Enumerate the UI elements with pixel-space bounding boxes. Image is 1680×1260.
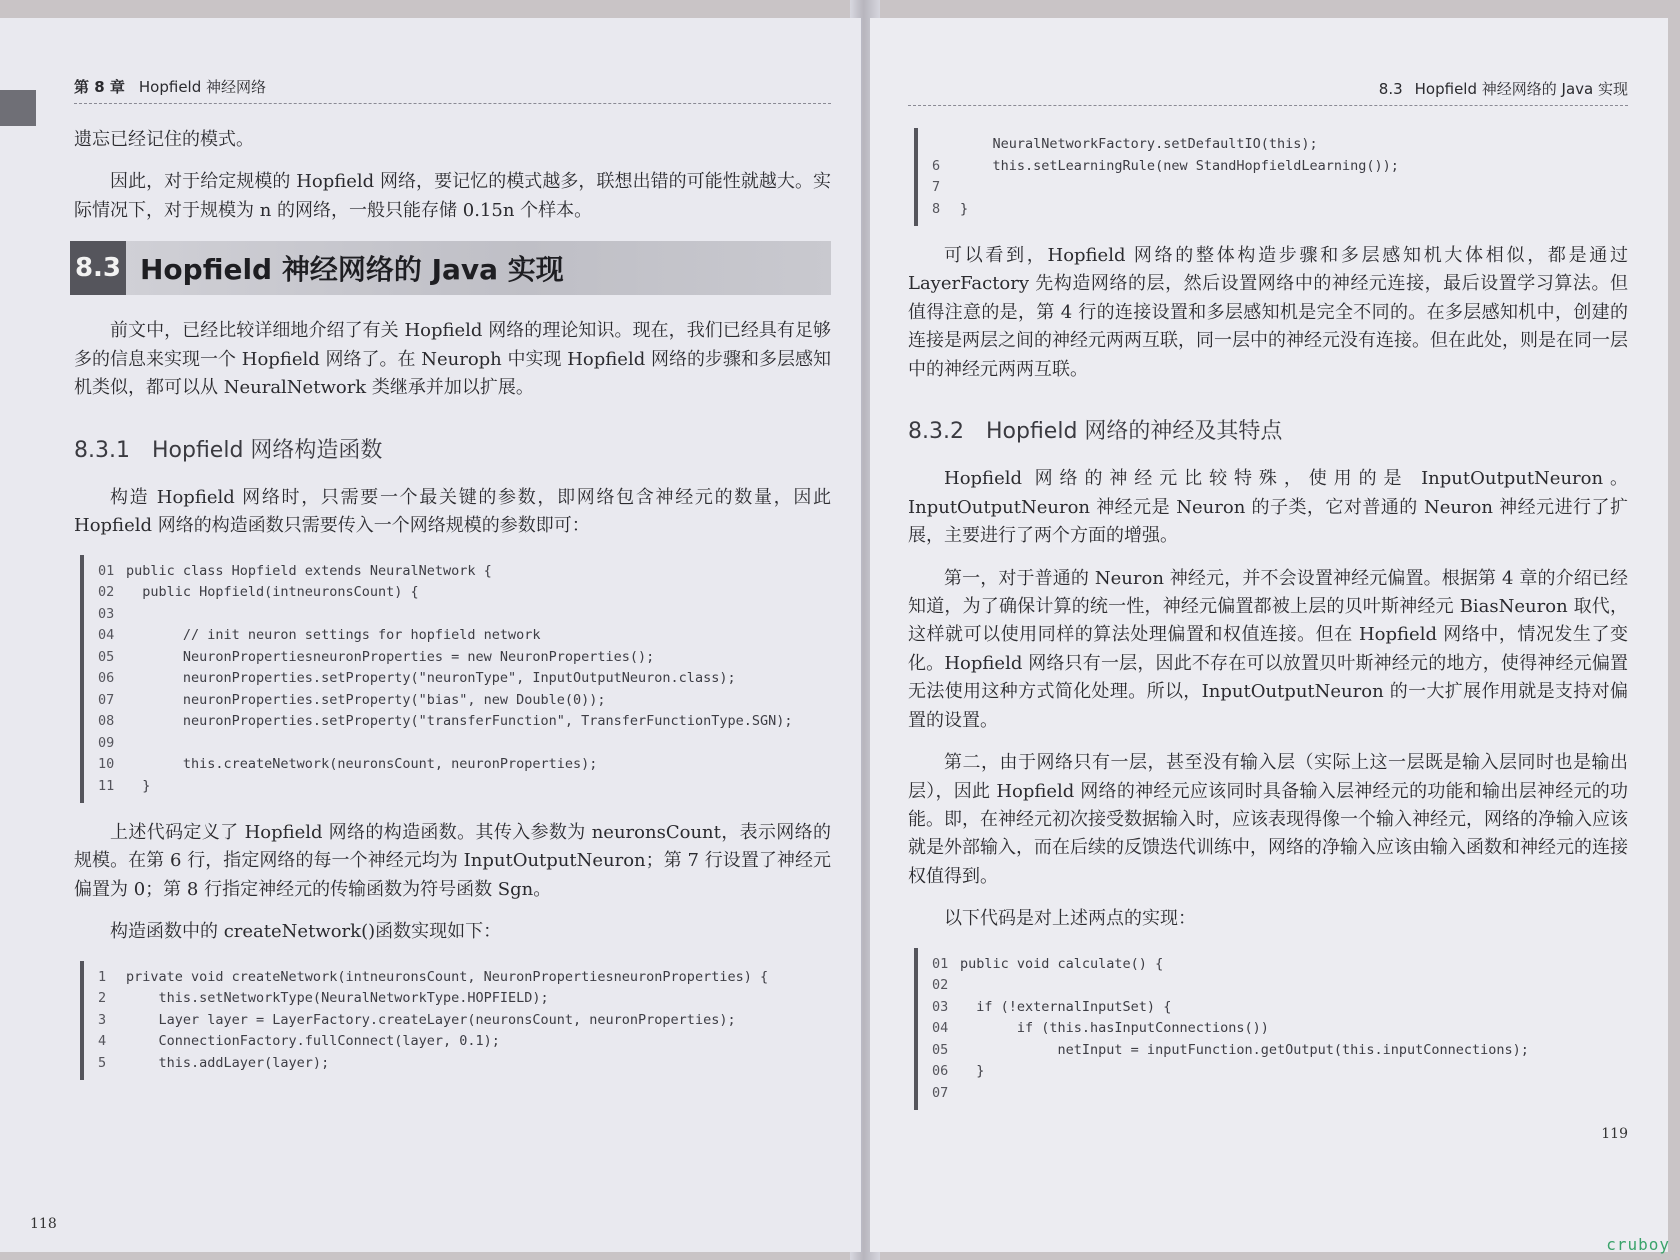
line-number: 07 [932,1084,949,1101]
section-title: Hopfield 神经网络的 Java 实现 [140,253,564,287]
page-number: 118 [30,1216,57,1232]
code-line [932,156,1628,178]
code-text: } [960,1063,985,1080]
code-line [932,997,1628,1019]
code-text: if (!externalInputSet) { [960,998,1172,1015]
line-number: 6 [932,157,941,174]
code-text: neuronProperties.setProperty("neuronType", InputOutputNeuron.class); [126,670,736,686]
section-number: 8.3 [70,241,126,295]
line-number: 03 [98,605,115,622]
code-line [98,967,831,989]
code-text: this.setNetworkType(NeuralNetworkType.HOPFIELD); [126,990,549,1007]
code-text: } [960,200,969,217]
chapter-tab [0,90,36,126]
code-text: NeuronPropertiesneuronProperties = new NeuronProperties(); [126,648,655,665]
watermark-text: cruboy [1606,1235,1670,1254]
code-text: if (this.hasInputConnections()) [960,1020,1269,1037]
code-line [932,134,1628,156]
code-line [98,668,831,690]
running-header-right [908,78,1628,106]
code-line [932,199,1628,221]
code-line [98,776,831,798]
line-number: 8 [932,200,941,217]
paragraph: 遗忘已经记住的模式。 [74,129,254,150]
section-heading [70,241,831,295]
line-number: 10 [98,756,115,772]
code-line [98,1053,831,1075]
line-number: 08 [98,713,115,729]
right-page [870,18,1668,1252]
code-line [98,690,831,712]
line-number: 1 [98,968,107,985]
code-line [98,988,831,1010]
code-line [932,1083,1628,1105]
line-number: 07 [98,691,115,708]
paragraph: 第一，对于普通的 Neuron 神经元，并不会设置神经元偏置。根据第 4 章的介绍已经知道，为了确保计算的统一性，神经元偏置都被上层的贝叶斯神经元 BiasNeuron 取代，这样就可以使用同样的算法处理偏置和权值连接。但在 Hopfield 网络中，情况发生了变化。Hopfield 网络只有一层，因此不存在可以放置贝叶斯神经元的地方，使得神经元偏置无法使用这种方式简化处理。所以，InputOutputNeuron 的一大扩展作用就是支持对偏置的设置。 [908,567,1628,731]
code-line [98,647,831,669]
code-text: neuronProperties.setProperty("transferFunction", TransferFunctionType.SGN); [126,713,793,729]
line-number: 5 [98,1054,107,1071]
line-number: 05 [98,648,115,665]
line-number: 01 [932,955,949,972]
chapter-title: Hopfield 神经网络 [138,78,267,96]
line-number: 09 [98,734,115,751]
code-line [932,1040,1628,1062]
code-line [932,1061,1628,1083]
line-number: 3 [98,1011,107,1028]
code-text: // init neuron settings for hopfield network [126,627,541,643]
section-title: Hopfield 神经网络的 Java 实现 [1414,80,1628,98]
paragraph: 第二，由于网络只有一层，甚至没有输入层（实际上这一层既是输入层同时也是输出层），因此 Hopfield 网络的神经元应该同时具备输入层神经元的功能和输出层神经元的功能。即，在神经元初次接受数据输入时，应该表现得像一个输入神经元，网络的净输入应该就是外部输入，而在后续的反馈迭代训练中，网络的净输入应该由输入函数和神经元的连接权值得到。 [908,752,1628,887]
code-text: public Hopfield(intneuronsCount) { [126,584,419,600]
line-number: 05 [932,1041,949,1058]
code-line [98,625,831,647]
line-number: 4 [98,1033,107,1050]
code-line [98,733,831,755]
code-line [98,561,831,583]
code-text: public class Hopfield extends NeuralNetwork { [126,562,492,579]
paragraph: 可以看到，Hopfield 网络的整体构造步骤和多层感知机大体相似，都是通过 LayerFactory 先构造网络的层，然后设置网络中的神经元连接，最后设置学习算法。但值得注意的是，第 4 行的连接设置和多层感知机是完全不同的。在多层感知机中，创建的连接是两层之间的神经元两两互联，同一层中的神经元没有连接。但在此处，则是在同一层中的神经元两两互联。 [908,245,1628,380]
section-label: 8.3 [1378,80,1403,98]
subsection-heading: 8.3.1 Hopfield 网络构造函数 [74,437,383,463]
code-listing [914,128,1628,226]
paragraph: Hopfield 网络的神经元比较特殊，使用的是 InputOutputNeuron。InputOutputNeuron 神经元是 Neuron 的子类，它对普通的 Neuron 神经元进行了扩展，主要进行了两个方面的增强。 [908,468,1628,547]
line-number: 7 [932,179,941,195]
paragraph: 前文中，已经比较详细地介绍了有关 Hopfield 网络的理论知识。现在，我们已经具有足够多的信息来实现一个 Hopfield 网络了。在 Neuroph 中实现 Hopfield 网络的步骤和多层感知机类似，都可以从 NeuralNetwork 类继承并加以扩展。 [74,320,831,399]
code-text: ConnectionFactory.fullConnect(layer, 0.1); [126,1033,500,1050]
code-line [98,582,831,604]
line-number: 02 [932,977,949,994]
code-text: this.addLayer(layer); [126,1054,330,1071]
code-text: } [126,777,151,794]
code-listing [914,948,1628,1111]
line-number: 2 [98,990,107,1007]
code-text: NeuralNetworkFactory.setDefaultIO(this); [960,136,1318,152]
code-text: private void createNetwork(intneuronsCount, NeuronPropertiesneuronProperties) { [126,968,769,985]
paragraph: 上述代码定义了 Hopfield 网络的构造函数。其传入参数为 neuronsCount，表示网络的规模。在第 6 行，指定网络的每一个神经元均为 InputOutputNeuron；第 7 行设置了神经元偏置为 0；第 8 行指定神经元的传输函数为符号函数 Sgn。 [74,822,831,900]
code-line [932,954,1628,976]
code-line [98,1031,831,1053]
code-text: public void calculate() { [960,955,1164,972]
code-line [98,604,831,626]
code-listing [80,555,831,804]
line-number: 11 [98,777,115,794]
line-number: 04 [932,1020,949,1037]
line-number: 06 [932,1063,949,1080]
line-number [932,134,960,156]
code-text: netInput = inputFunction.getOutput(this.inputConnections); [960,1041,1529,1058]
paragraph: 以下代码是对上述两点的实现： [944,908,1196,930]
page-number: 119 [1601,1126,1628,1142]
line-number: 04 [98,627,115,643]
line-number: 01 [98,562,115,579]
paragraph: 构造 Hopfield 网络时，只需要一个最关键的参数，即网络包含神经元的数量，因此 Hopfield 网络的构造函数只需要传入一个网络规模的参数即可： [74,486,831,537]
line-number: 02 [98,584,115,600]
code-text: neuronProperties.setProperty("bias", new Double(0)); [126,691,606,708]
code-line [98,711,831,733]
code-line [98,754,831,776]
paragraph: 因此，对于给定规模的 Hopfield 网络，要记忆的模式越多，联想出错的可能性就越大。实际情况下，对于规模为 n 的网络，一般只能存储 0.15n 个样本。 [74,171,831,221]
code-line [932,975,1628,997]
left-page [0,18,862,1252]
code-line [932,1018,1628,1040]
code-text: this.createNetwork(neuronsCount, neuronProperties); [126,756,598,772]
chapter-label: 第 8 章 [74,78,125,96]
code-listing [80,961,831,1081]
line-number: 06 [98,670,115,686]
running-header-left [74,76,831,104]
code-text: this.setLearningRule(new StandHopfieldLearning()); [960,157,1399,174]
code-line [98,1010,831,1032]
paragraph: 构造函数中的 createNetwork()函数实现如下： [110,921,502,943]
line-number: 03 [932,998,949,1015]
code-line [932,177,1628,199]
code-text: Layer layer = LayerFactory.createLayer(neuronsCount, neuronProperties); [126,1011,736,1028]
subsection-heading: 8.3.2 Hopfield 网络的神经及其特点 [908,419,1283,445]
